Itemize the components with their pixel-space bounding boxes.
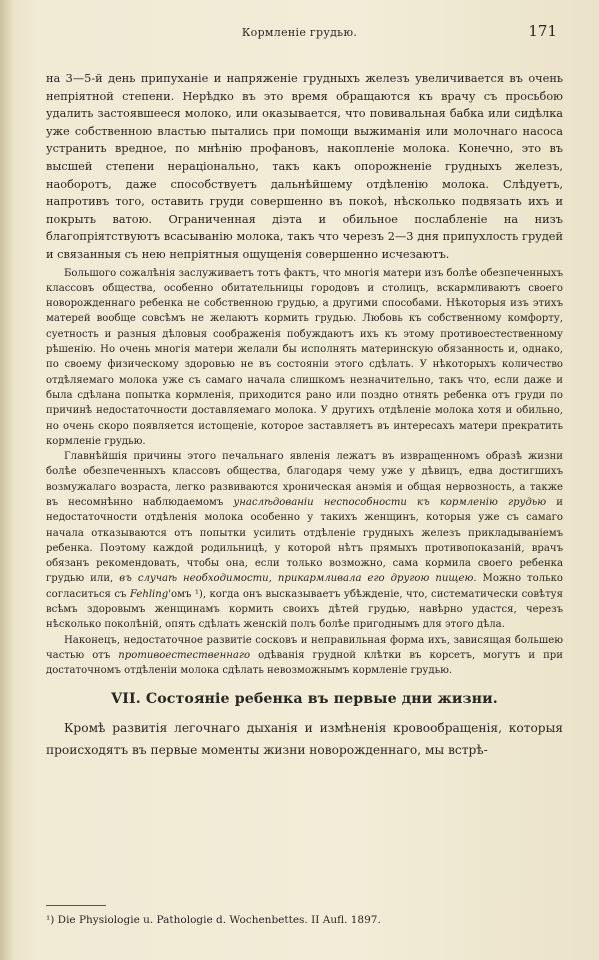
- footnote-marker: ¹): [46, 914, 55, 926]
- paragraph-3-text-d: 'омъ ¹), когда онъ высказываетъ убѣжденіе, что, систематически совѣтуя всѣмъ здоровымъ женщинамъ кормить своихъ дѣтей грудью, навѣрно удастся, черезъ нѣсколько поколѣній, опять сдѣлать женскій полъ болѣе пригоднымъ для этого дѣла.: [46, 588, 563, 631]
- paragraph-3-text-b: и недостаточности отдѣленія молока особенно у такихъ женщинъ, которыя уже съ самаго начала отказываются отъ попытки усилить отдѣленіе грудныхъ железъ прикладываніемъ ребенка. Поэтому каждой родильницѣ, у которой нѣтъ прямыхъ противопоказаній, врачъ обязанъ рекомендовать, чтобы она, если только возможно, сама кормила своего ребенка грудью или,: [46, 496, 563, 585]
- paragraph-4-text-a: Наконецъ, недостаточное развитіе сосковъ и неправильная форма ихъ, зависящая большею частью отъ: [46, 634, 563, 661]
- footnote-divider: [46, 905, 106, 906]
- paragraph-3-text-a: Главнѣйшія причины этого печальнаго явленія лежатъ въ извращенномъ образѣ жизни болѣе обезпеченныхъ классовъ общества, благодаря чему уже у дѣвицъ, едва достигшихъ возмужалаго возраста, легко развиваются хроническая анэмія и общая нервозность, а также въ несомнѣнно наблюдаемомъ: [46, 451, 563, 508]
- author-name: Fehling: [129, 588, 169, 600]
- paragraph-2: Большого сожалѣнія заслуживаетъ тотъ фактъ, что многія матери изъ болѣе обезпеченныхъ классовъ общества, особенно обитательницы городовъ и столицъ, вскармливаютъ своего новорожденнаго ребенка не собственною грудью, а другими способами. Нѣкоторыя изъ этихъ матерей вообще совсѣмъ не желаютъ кормить грудью. Любовь къ собственному комфорту, суетность и разныя дѣловыя соображенія побуждаютъ ихъ къ этому противоестественному рѣшенію. Но очень многія матери желали бы исполнять материнскую обязанность и, однако, по своему физическому здоровью не въ состояніи этого сдѣлать. У нѣкоторыхъ количество отдѣляемаго молока уже съ самаго начала слишкомъ незначительно, такъ что, если даже и была сдѣлана попытка кормленія, приходится рано или поздно отнять ребенка отъ груди по причинѣ недостаточности доставляемаго молока. У другихъ отдѣленіе молока хотя и обильно, но очень скоро появляется истощеніе, которое заставляетъ въ интересахъ матери прекратить кормленіе грудью.: [46, 267, 563, 447]
- paragraph-3-italic-b: въ случаѣ необходимости, прикармливала его другою пищею.: [119, 573, 477, 585]
- section-title: VII. Состояніе ребенка въ первые дни жизни.: [111, 690, 498, 707]
- paragraph-3-text-c: Можно только согласиться съ: [46, 573, 564, 600]
- running-head: Кормленіе грудью.: [241, 26, 358, 39]
- paragraph-3: [46, 449, 563, 633]
- paragraph-4: [46, 633, 563, 679]
- page-header: [42, 22, 557, 42]
- paragraph-3-italic-a: унаслѣдованіи неспособности къ кормленію грудью: [233, 496, 547, 508]
- footnote-text: Die Physiologie u. Pathologie d. Wochenbettes. II Aufl. 1897.: [57, 914, 381, 926]
- body-text: [46, 70, 563, 761]
- paragraph-1: на 3—5-й день припуханіе и напряженіе грудныхъ железъ увеличивается въ очень непріятной степени. Нерѣдко въ это время обращаются къ врачу съ просьбою удалить застоявшееся молоко, или оказывается, что повивальная бабка или сидѣлка уже собственною властью пытались при помощи выжиманія или молочнаго насоса устранить вредное, по мнѣнію профановъ, накопленіе молока. Конечно, это въ высшей степени нераціонально, такъ какъ опорожненіе грудныхъ железъ, наоборотъ, даже способствуетъ дальнѣйшему отдѣленію молока. Слѣдуетъ, напротивъ того, оставить груди совершенно въ покоѣ, нѣсколько подвязать ихъ и покрыть ватою. Ограниченная діэта и обильное послабленіе на низъ благопріятствуютъ всасыванію молока, такъ что черезъ 2—3 дня припухлость грудей и связанныя съ нею непріятныя ощущенія совершенно исчезаютъ.: [46, 72, 563, 261]
- page-number: 171: [528, 22, 557, 40]
- paragraph-4-italic: противоестественнаго: [118, 649, 251, 661]
- footnote: [46, 914, 381, 926]
- paragraph-4-text-b: одѣванія грудной клѣтки въ корсетъ, могутъ и при достаточномъ отдѣленіи молока сдѣлать невозможнымъ кормленіе грудью.: [46, 649, 563, 677]
- page-gutter-shadow: [0, 0, 14, 960]
- section-paragraph: Кромѣ развитія легочнаго дыханія и измѣненія кровообращенія, которыя происходятъ въ первые моменты жизни новорожденнаго, мы встрѣ-: [46, 720, 563, 757]
